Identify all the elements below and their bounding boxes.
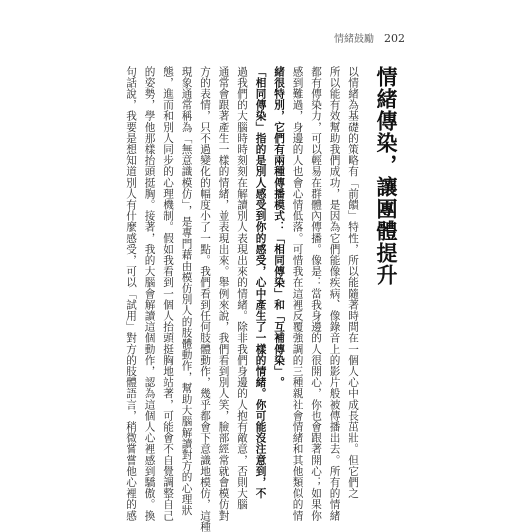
text-column: 態，進而和別人同步的心理機制。假如我看到一個人抬頭挺胸地站著，可能會不自覺調整自己: [162, 66, 174, 522]
text-column: 以情緒為基礎的策略有「前饋」特性，所以能隨著時間在一個人心中成長茁壯。但它們之: [347, 66, 359, 499]
section-title: 情緒傳染，讓團體提升: [374, 66, 399, 286]
text-column: 感到難過，身邊的人也會心情低落。可惜我在這裡反覆強調的三種親社會情緒和其他類似的情: [291, 66, 304, 522]
running-header: [334, 30, 405, 45]
text-column: 緒很特別，它們有兩種傳播模式：「相同傳染」和「互補傳染」。: [273, 66, 285, 388]
page-number: 202: [384, 32, 405, 45]
text-column: 方的表情，只不過變化的幅度小了一點。我們看到任何肢體動作，幾乎都會下意識地模仿，這種: [199, 66, 211, 532]
text-column: 過我們的大腦時時刻刻在解讀別人表現出來的情緒。除非我們身邊的人抱有敵意，否則大腦: [236, 66, 248, 510]
text-column: 的姿勢，學他那樣抬頭挺胸。接著，我的大腦會解讀這個動作，認為這個人心裡感到驕傲。換: [143, 66, 156, 522]
text-column: 現象通常稱為「無意識模仿」，是專門藉由模仿別人的肢體動作，幫助大腦解讀對方的心理狀: [180, 66, 193, 516]
text-column: 所以能有效幫助我們成功，是因為它們能像疾病、像錄音上的影片般被傳播出去。所有的情緒: [328, 66, 341, 522]
running-title: 情緒鼓勵: [334, 34, 374, 45]
text-column: 通常會跟著產生一樣的情緒，並表現出來。舉例來說，我們看到別人笑，臉部經常就會模仿對: [217, 66, 230, 522]
text-column: 都有傳染力，可以輕易在群體內傳播。像是：當我身邊的人很開心，你也會跟著開心；如果你: [310, 66, 322, 522]
text-column: 「相同傳染」指的是別人感受到你的感受，心中產生了一樣的情緒。你可能沒注意到，不: [254, 66, 267, 499]
text-column: 句話說，我要是想知道別人有什麼感受，可以「試用」對方的肢體語言，稍微嘗嘗他心裡的感: [125, 66, 137, 522]
